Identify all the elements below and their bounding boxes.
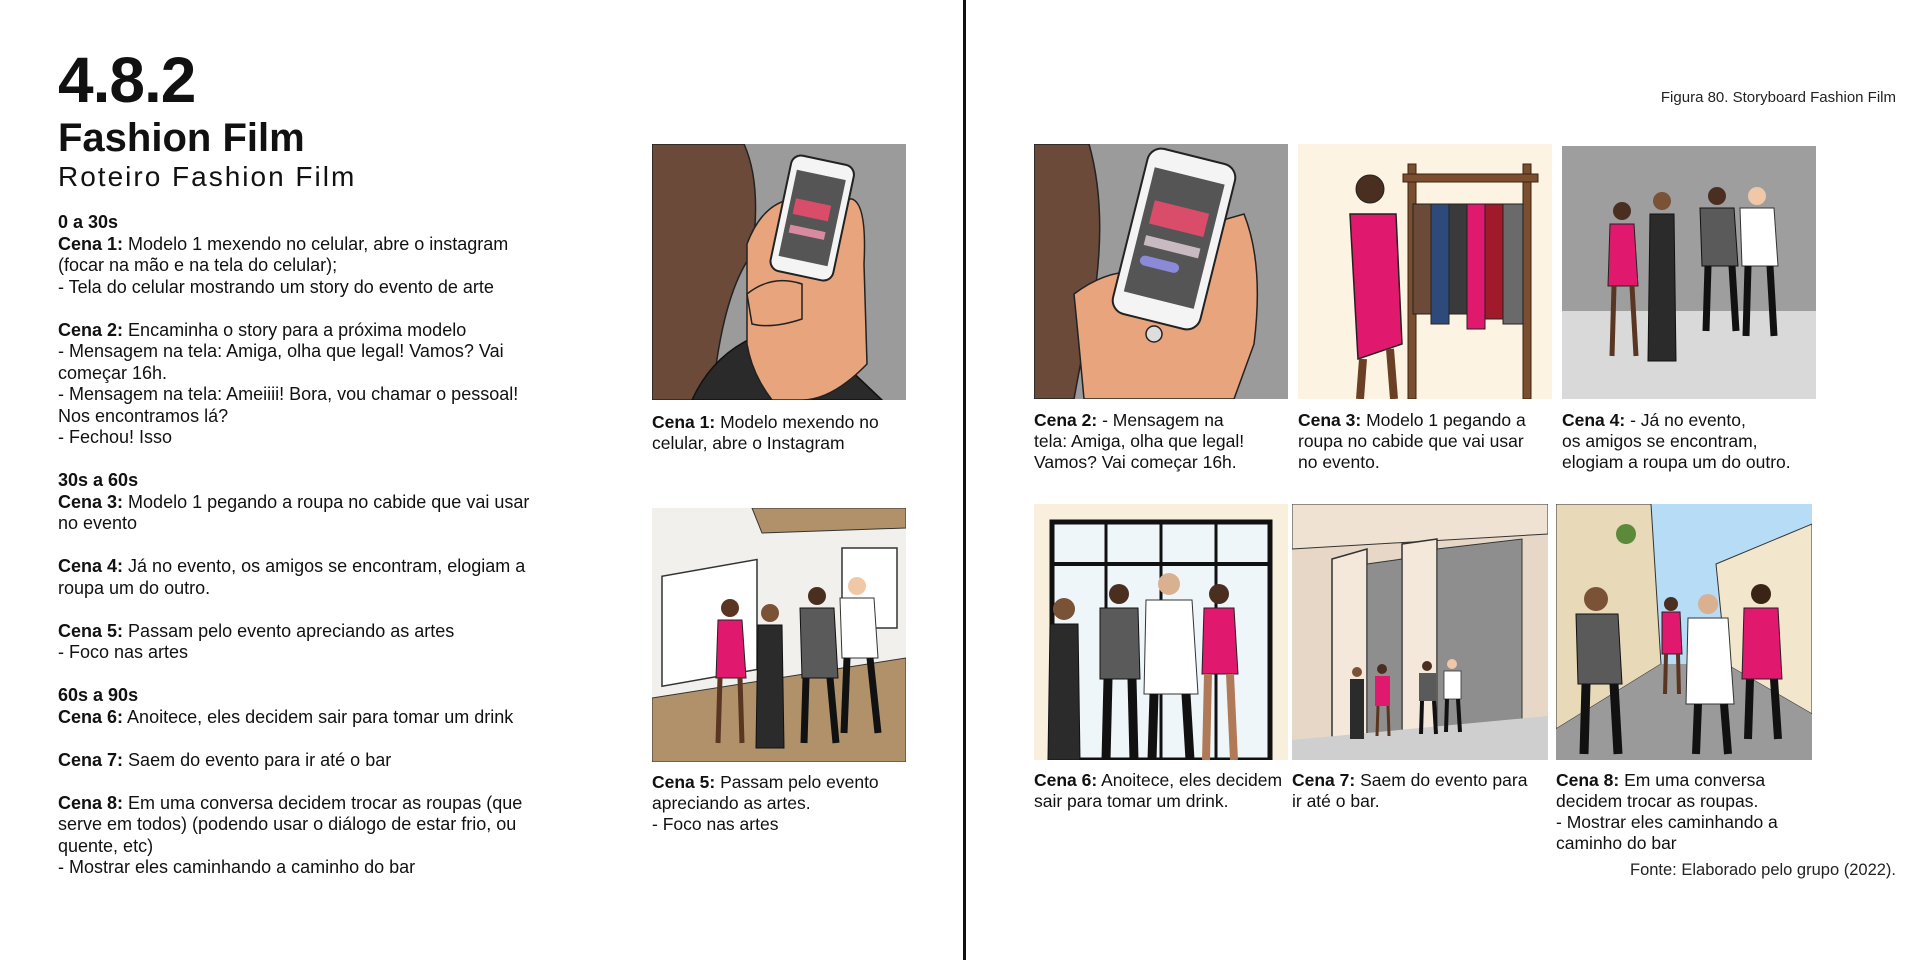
section-number: 4.8.2 [58,44,196,116]
caption-scene-6: Cena 6: Anoitece, eles decidem sair para tomar um drink. [1034,770,1283,811]
scene-text: no evento [58,513,138,533]
caption-scene-3: Cena 3: Modelo 1 pegando a roupa no cabide que vai usar no evento. [1298,410,1526,472]
section-subtitle: Roteiro Fashion Film [58,161,357,192]
scene-bullet: - Mostrar eles caminhando a caminho do bar [58,857,416,877]
scene-text: roupa um do outro. [58,577,211,598]
scene-text: Encaminha o story para a próxima modelo [128,319,467,340]
scene-label: Cena 1: [58,233,124,254]
section-title: Fashion Film [58,116,305,160]
scene-label: Cena 6: [58,706,124,727]
scene-label: Cena 3: [58,491,124,512]
scene-bullet: - Mensagem na tela: Amiga, olha que legal! Vamos? Vai [58,341,504,361]
storyboard-panel-scene-1 [652,144,906,400]
right-page [966,0,1920,960]
scene-text: Em uma conversa decidem trocar as roupas (que [128,792,523,813]
scene-label: Cena 8: [58,792,124,813]
storyboard-panel-scene-4 [1562,146,1816,399]
storyboard-panel-scene-7 [1292,504,1548,760]
scene-text: Passam pelo evento apreciando as artes [128,620,455,641]
time-range: 0 a 30s [58,212,119,232]
scene-text: Já no evento, os amigos se encontram, elogiam a [128,556,526,576]
caption-scene-7: Cena 7: Saem do evento para ir até o bar. [1292,770,1528,811]
time-range: 30s a 60s [58,470,139,490]
storyboard-panel-scene-5 [652,508,906,762]
scene-bullet: começar 16h. [58,362,168,383]
storyboard-panel-scene-8 [1556,504,1812,760]
scene-bullet: - Foco nas artes [58,642,189,662]
time-range: 60s a 90s [58,685,139,705]
scene-text: serve em todos) (podendo usar o diálogo de estar frio, ou [58,814,517,834]
storyboard-panel-scene-2 [1034,144,1288,399]
storyboard-panel-scene-3 [1298,144,1552,399]
storyboard-panel-scene-6 [1034,504,1288,760]
caption-scene-4: Cena 4: - Já no evento, os amigos se encontram, elogiam a roupa um do outro. [1562,410,1791,472]
script-text [58,212,564,900]
scene-bullet: Nos encontramos lá? [58,405,229,426]
scene-bullet: - Mensagem na tela: Ameiiii! Bora, vou chamar o pessoal! [58,384,519,404]
scene-label: Cena 2: [58,319,124,340]
scene-text: Modelo 1 mexendo no celular, abre o instagram [128,233,509,254]
scene-label: Cena 5: [58,620,124,641]
figure-title: Figura 80. Storyboard Fashion Film [1660,89,1896,106]
scene-label: Cena 4: [58,556,124,576]
scene-text: (focar na mão e na tela do celular); [58,255,338,275]
scene-text: Modelo 1 pegando a roupa no cabide que vai usar [128,491,530,512]
scene-bullet: - Fechou! Isso [58,427,173,447]
scene-text: Saem do evento para ir até o bar [128,749,392,770]
scene-text: Anoitece, eles decidem sair para tomar um drink [127,706,514,727]
scene-text: quente, etc) [58,835,154,856]
caption-scene-2: Cena 2: - Mensagem na tela: Amiga, olha que legal! Vamos? Vai começar 16h. [1034,410,1245,472]
caption-scene-1: Cena 1: Modelo mexendo no celular, abre o Instagram [652,412,879,453]
caption-scene-5: Cena 5: Passam pelo evento apreciando as artes. - Foco nas artes [652,772,879,834]
scene-bullet: - Tela do celular mostrando um story do evento de arte [58,276,494,297]
caption-scene-8: Cena 8: Em uma conversa decidem trocar as roupas. - Mostrar eles caminhando a caminho do bar [1556,770,1778,853]
scene-label: Cena 7: [58,749,124,770]
figure-source: Fonte: Elaborado pelo grupo (2022). [1629,861,1896,879]
